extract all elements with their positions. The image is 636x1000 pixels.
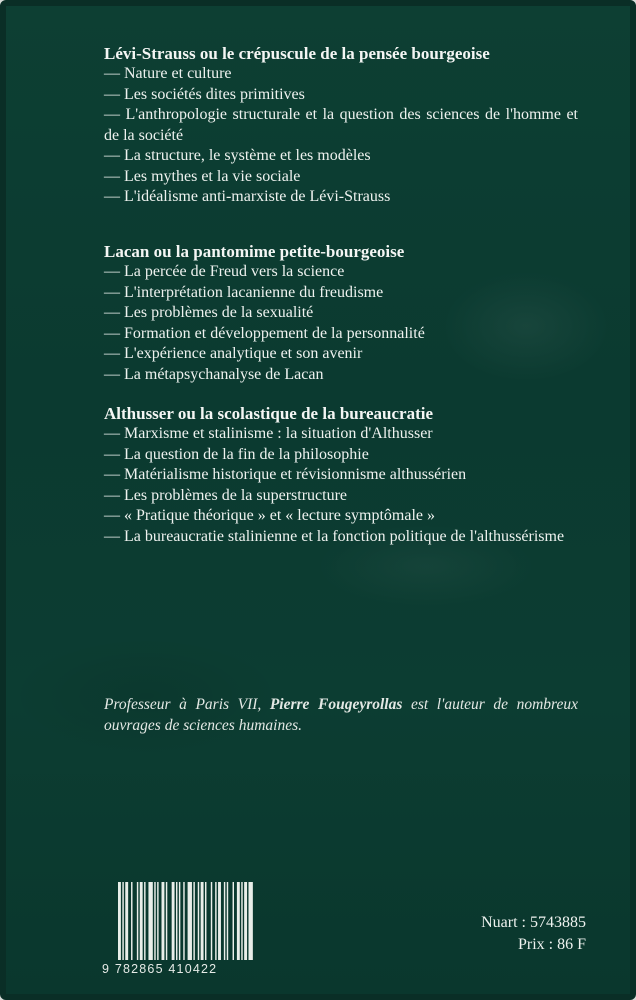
barcode-bar (215, 882, 216, 960)
barcode-bar (172, 882, 175, 960)
barcode-bar (218, 882, 221, 960)
barcode-bar (144, 882, 145, 960)
author-name: Pierre Fougeyrollas (269, 695, 403, 713)
barcode-bar (179, 882, 180, 960)
barcode-bar (237, 882, 240, 960)
barcode-bar (249, 882, 253, 960)
section-title: Lévi-Strauss ou le crépuscule de la pensée bourgeoise (104, 44, 490, 63)
barcode-bars (116, 882, 254, 960)
list-item: — Les mythes et la vie sociale (104, 167, 301, 185)
barcode-bar (188, 882, 192, 960)
barcode-bar (154, 882, 155, 960)
author-note-intro: Professeur à Paris VII, (104, 695, 270, 713)
barcode-bar (137, 882, 138, 960)
author-note-rest: est l'auteur de nombreux ouvrages de sciences humaines. (104, 695, 578, 734)
section-title: Lacan ou la pantomime petite-bourgeoise (104, 242, 405, 261)
nuart-code: Nuart : 5743885 (481, 914, 586, 931)
list-item: — L'expérience analytique et son avenir (104, 345, 363, 362)
list-item: — L'idéalisme anti-marxiste de Lévi-Strauss (104, 188, 391, 205)
barcode-bar (166, 882, 167, 960)
barcode-bar (193, 882, 194, 960)
barcode-bar (198, 882, 199, 960)
list-item: — La structure, le système et les modèles (104, 147, 371, 164)
price-block (436, 912, 586, 956)
list-item: — Les problèmes de la superstructure (104, 486, 348, 504)
barcode-bar (131, 882, 132, 960)
list-item: — L'interprétation lacanienne du freudisme (104, 283, 384, 301)
barcode-bar (241, 882, 242, 960)
list-item: — Matérialisme historique et révisionnisme althussérien (104, 466, 467, 483)
barcode-bar (183, 882, 184, 960)
list-item: — Nature et culture (104, 65, 232, 82)
barcode-bar (118, 882, 121, 960)
barcode-bar (224, 882, 225, 960)
barcode-bar (201, 882, 204, 960)
list-item: — Les problèmes de la sexualité (104, 304, 314, 321)
list-item: — Les sociétés dites primitives (104, 85, 305, 103)
barcode-bar (162, 882, 165, 960)
chapter-list (104, 262, 578, 385)
list-item: — Marxisme et stalinisme : la situation d'Althusser (104, 425, 433, 442)
author-note (104, 694, 578, 736)
barcode-bar (122, 882, 123, 960)
barcode-bar (205, 882, 206, 960)
section-title: Althusser ou la scolastique de la bureaucratie (104, 404, 433, 423)
list-item: — La bureaucratie stalinienne et la fonction politique de l'althussérisme (104, 527, 565, 545)
list-item: — L'anthropologie structurale et la question des sciences de l'homme et de la société (104, 106, 578, 144)
list-item: — La métapsychanalyse de Lacan (104, 365, 324, 383)
barcode-bar (211, 882, 212, 960)
barcode-bar (140, 882, 143, 960)
isbn-barcode (102, 882, 262, 980)
section-lacan (104, 242, 578, 385)
list-item: — Formation et développement de la personnalité (104, 324, 425, 342)
barcode-bar (233, 882, 234, 960)
barcode-bar (148, 882, 152, 960)
chapter-list (104, 64, 578, 208)
list-item: — « Pratique théorique » et « lecture symptômale » (104, 507, 436, 524)
isbn-number: 9 782865 410422 (102, 962, 218, 976)
list-item: — La percée de Freud vers la science (104, 263, 345, 280)
barcode-bar (244, 882, 247, 960)
barcode-bar (176, 882, 177, 960)
barcode-bar (125, 882, 128, 960)
section-althusser (104, 404, 578, 547)
chapter-list (104, 424, 578, 547)
list-item: — La question de la fin de la philosophie (104, 445, 369, 463)
barcode-bar (157, 882, 158, 960)
price: Prix : 86 F (517, 936, 586, 953)
barcode-bar (227, 882, 228, 960)
section-levi-strauss (104, 44, 578, 208)
